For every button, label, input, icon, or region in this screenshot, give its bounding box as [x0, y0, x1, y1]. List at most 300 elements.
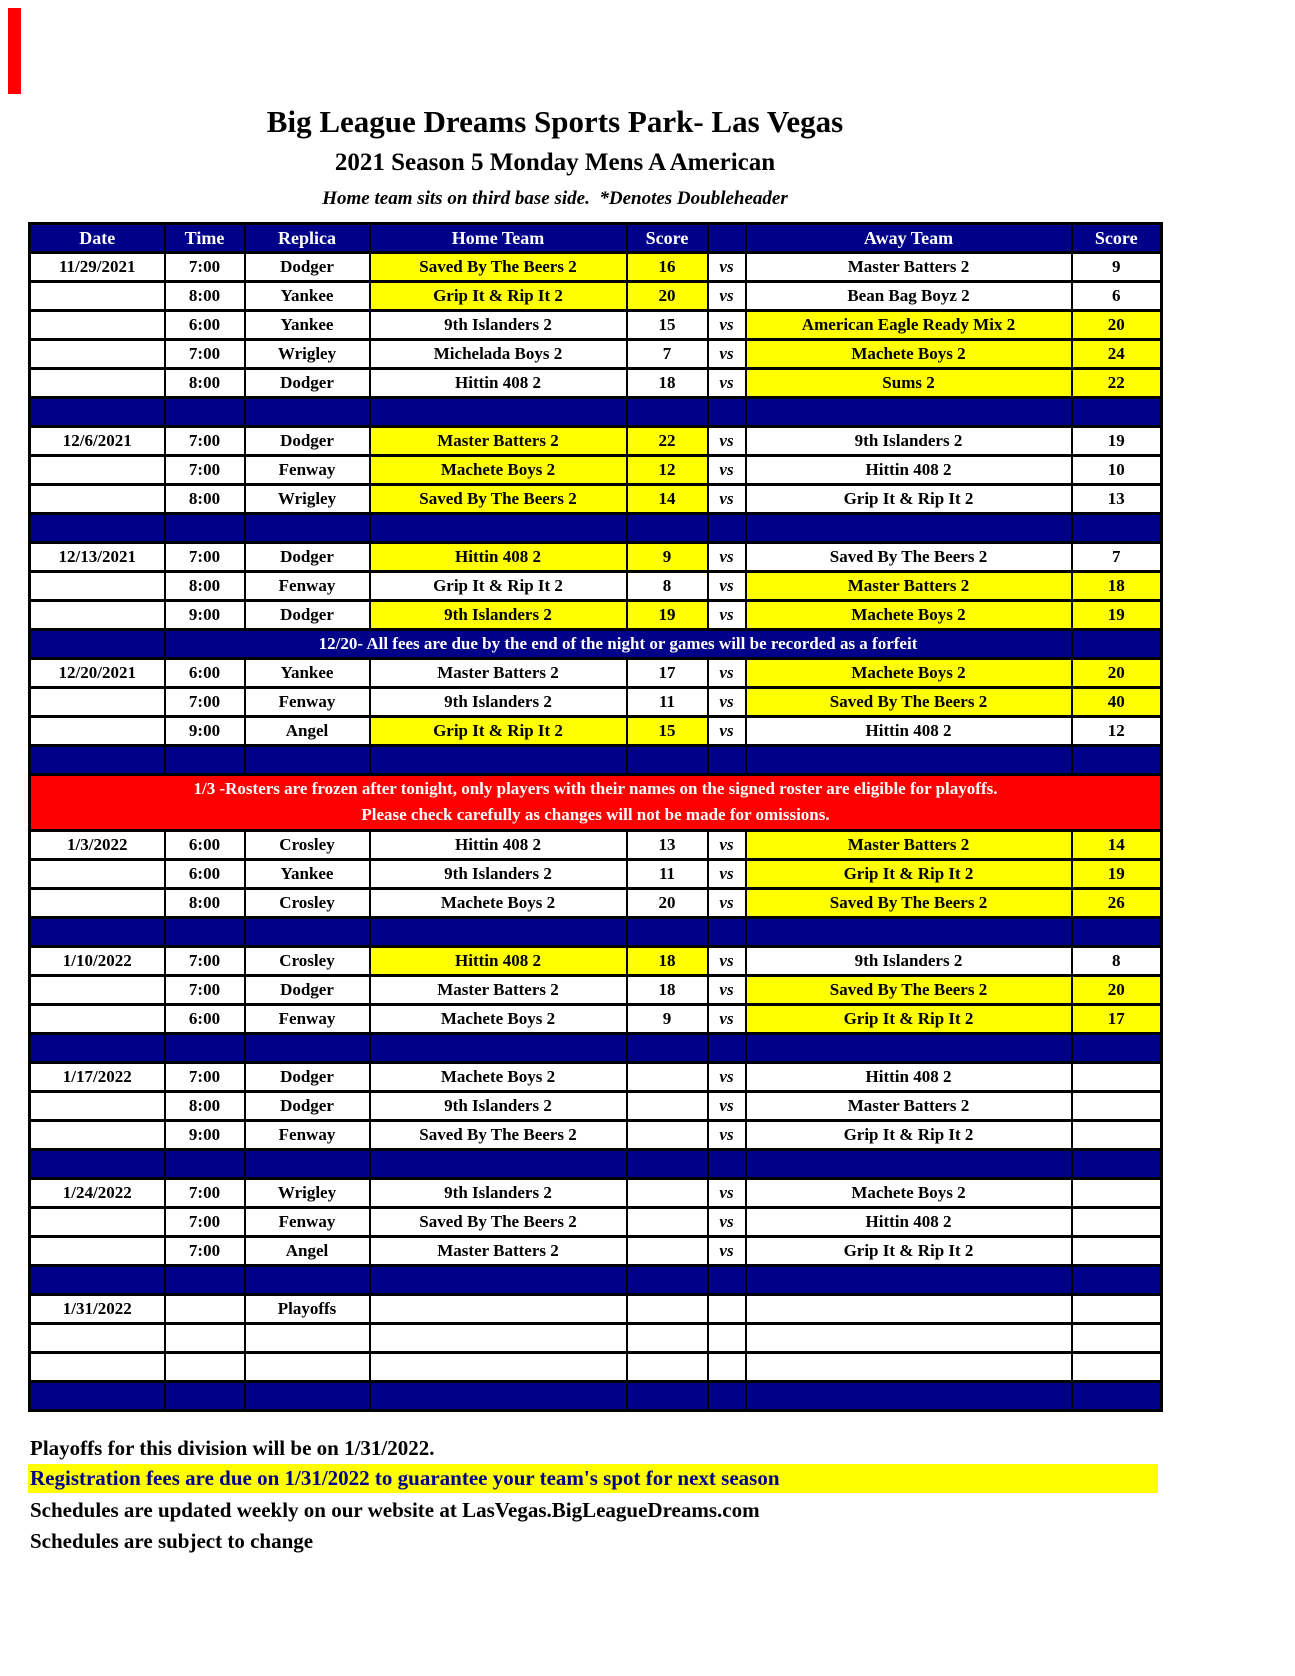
date-cell: 1/31/2022	[30, 1294, 165, 1323]
vs-cell: vs	[708, 340, 746, 369]
separator-cell	[1072, 514, 1162, 543]
time-cell: 6:00	[165, 311, 245, 340]
home-team-cell: Saved By The Beers 2	[370, 1120, 627, 1149]
date-cell	[30, 859, 165, 888]
game-row	[30, 888, 1162, 917]
home-team-cell: Machete Boys 2	[370, 456, 627, 485]
home-team-cell: Saved By The Beers 2	[370, 485, 627, 514]
home-score-cell	[627, 1062, 708, 1091]
separator-row	[30, 1149, 1162, 1178]
home-score-cell: 9	[627, 1004, 708, 1033]
game-row	[30, 1207, 1162, 1236]
separator-cell	[370, 1033, 627, 1062]
home-team-cell: Master Batters 2	[370, 1236, 627, 1265]
away-score-cell: 14	[1072, 830, 1162, 859]
time-cell: 8:00	[165, 1091, 245, 1120]
time-cell: 7:00	[165, 543, 245, 572]
separator-cell	[370, 917, 627, 946]
date-cell	[30, 601, 165, 630]
time-cell: 8:00	[165, 282, 245, 311]
date-cell	[30, 1236, 165, 1265]
home-team-cell	[370, 1352, 627, 1381]
vs-cell: vs	[708, 601, 746, 630]
date-cell	[30, 888, 165, 917]
date-cell	[30, 1004, 165, 1033]
playoffs-info-line: Playoffs for this division will be on 1/31/2022.	[30, 1436, 435, 1460]
home-score-cell: 12	[627, 456, 708, 485]
game-row	[30, 340, 1162, 369]
game-row	[30, 543, 1162, 572]
separator-cell	[708, 746, 746, 775]
home-team-cell: Hittin 408 2	[370, 543, 627, 572]
home-team-cell: Grip It & Rip It 2	[370, 717, 627, 746]
game-row	[30, 975, 1162, 1004]
separator-cell	[165, 1033, 245, 1062]
separator-cell	[708, 1381, 746, 1410]
vs-cell: vs	[708, 859, 746, 888]
separator-cell	[627, 746, 708, 775]
note-score-cell	[1072, 630, 1162, 659]
replica-cell: Fenway	[245, 688, 370, 717]
separator-cell	[245, 1381, 370, 1410]
date-cell	[30, 572, 165, 601]
date-cell	[30, 1207, 165, 1236]
time-cell: 7:00	[165, 975, 245, 1004]
time-cell: 7:00	[165, 946, 245, 975]
home-score-cell: 17	[627, 659, 708, 688]
game-row	[30, 253, 1162, 282]
separator-cell	[708, 1265, 746, 1294]
empty-row	[30, 1352, 1162, 1381]
game-row	[30, 427, 1162, 456]
page-subtitle: 2021 Season 5 Monday Mens A American	[334, 148, 776, 176]
registration-fees-line: Registration fees are due on 1/31/2022 to guarantee your team's spot for next season	[28, 1464, 1158, 1493]
replica-cell: Dodger	[245, 369, 370, 398]
separator-row	[30, 1033, 1162, 1062]
date-cell	[30, 975, 165, 1004]
date-cell	[30, 717, 165, 746]
away-team-cell	[746, 1323, 1072, 1352]
date-cell: 12/6/2021	[30, 427, 165, 456]
away-team-cell: Saved By The Beers 2	[746, 975, 1072, 1004]
separator-cell	[1072, 746, 1162, 775]
home-score-cell	[627, 1236, 708, 1265]
replica-cell: Dodger	[245, 427, 370, 456]
away-score-cell: 12	[1072, 717, 1162, 746]
game-row	[30, 659, 1162, 688]
game-row	[30, 369, 1162, 398]
separator-cell	[370, 1381, 627, 1410]
note-row	[30, 630, 1162, 659]
vs-cell: vs	[708, 688, 746, 717]
game-row	[30, 1004, 1162, 1033]
red-margin-stripe	[8, 8, 21, 94]
home-score-cell: 22	[627, 427, 708, 456]
game-row	[30, 946, 1162, 975]
away-score-cell	[1072, 1091, 1162, 1120]
time-cell: 7:00	[165, 456, 245, 485]
separator-cell	[165, 746, 245, 775]
separator-cell	[627, 1033, 708, 1062]
playoffs-row	[30, 1294, 1162, 1323]
separator-cell	[746, 1265, 1072, 1294]
separator-cell	[30, 1149, 165, 1178]
vs-cell: vs	[708, 485, 746, 514]
home-team-cell: Machete Boys 2	[370, 1004, 627, 1033]
away-score-cell: 19	[1072, 427, 1162, 456]
away-score-cell	[1072, 1062, 1162, 1091]
time-cell: 6:00	[165, 830, 245, 859]
separator-cell	[746, 1381, 1072, 1410]
home-team-cell: 9th Islanders 2	[370, 859, 627, 888]
vs-cell: vs	[708, 659, 746, 688]
separator-cell	[627, 398, 708, 427]
separator-cell	[165, 917, 245, 946]
date-cell	[30, 1352, 165, 1381]
home-team-cell: 9th Islanders 2	[370, 688, 627, 717]
time-cell: 8:00	[165, 485, 245, 514]
away-score-cell	[1072, 1236, 1162, 1265]
away-score-cell	[1072, 1178, 1162, 1207]
vs-cell: vs	[708, 427, 746, 456]
date-cell	[30, 1091, 165, 1120]
away-score-cell: 20	[1072, 311, 1162, 340]
replica-cell: Dodger	[245, 601, 370, 630]
away-team-cell	[746, 1352, 1072, 1381]
away-team-cell: Hittin 408 2	[746, 717, 1072, 746]
home-score-cell: 8	[627, 572, 708, 601]
home-score-cell: 18	[627, 946, 708, 975]
game-row	[30, 1062, 1162, 1091]
col-header-home-team: Home Team	[370, 224, 627, 253]
vs-cell: vs	[708, 369, 746, 398]
separator-cell	[708, 514, 746, 543]
time-cell: 8:00	[165, 369, 245, 398]
separator-cell	[627, 1149, 708, 1178]
away-score-cell: 19	[1072, 859, 1162, 888]
home-score-cell: 16	[627, 253, 708, 282]
separator-cell	[708, 398, 746, 427]
away-team-cell: Master Batters 2	[746, 572, 1072, 601]
date-cell	[30, 311, 165, 340]
home-team-cell: Machete Boys 2	[370, 888, 627, 917]
separator-cell	[746, 398, 1072, 427]
game-row	[30, 601, 1162, 630]
date-cell: 1/3/2022	[30, 830, 165, 859]
note-date-cell	[30, 630, 165, 659]
time-cell: 8:00	[165, 572, 245, 601]
away-team-cell: Saved By The Beers 2	[746, 888, 1072, 917]
vs-cell: vs	[708, 717, 746, 746]
home-score-cell: 14	[627, 485, 708, 514]
home-score-cell	[627, 1207, 708, 1236]
home-score-cell: 13	[627, 830, 708, 859]
schedule-updated-line: Schedules are updated weekly on our website at LasVegas.BigLeagueDreams.com	[30, 1498, 760, 1522]
replica-cell: Wrigley	[245, 485, 370, 514]
game-row	[30, 859, 1162, 888]
home-team-cell: Machete Boys 2	[370, 1062, 627, 1091]
date-cell	[30, 1120, 165, 1149]
date-cell: 12/20/2021	[30, 659, 165, 688]
away-score-cell: 7	[1072, 543, 1162, 572]
schedule-change-line: Schedules are subject to change	[30, 1529, 314, 1553]
home-team-cell	[370, 1323, 627, 1352]
vs-cell	[708, 1294, 746, 1323]
separator-cell	[627, 514, 708, 543]
home-team-cell: 9th Islanders 2	[370, 1178, 627, 1207]
separator-cell	[370, 398, 627, 427]
date-cell	[30, 485, 165, 514]
time-cell: 7:00	[165, 1207, 245, 1236]
away-team-cell: Hittin 408 2	[746, 1207, 1072, 1236]
game-row	[30, 1091, 1162, 1120]
away-score-cell: 8	[1072, 946, 1162, 975]
vs-cell: vs	[708, 830, 746, 859]
home-score-cell: 20	[627, 888, 708, 917]
home-score-cell: 9	[627, 543, 708, 572]
time-cell: 7:00	[165, 340, 245, 369]
vs-cell: vs	[708, 572, 746, 601]
replica-cell: Crosley	[245, 946, 370, 975]
away-score-cell: 10	[1072, 456, 1162, 485]
away-team-cell	[746, 1294, 1072, 1323]
home-score-cell: 11	[627, 688, 708, 717]
separator-cell	[245, 1033, 370, 1062]
separator-cell	[165, 398, 245, 427]
header-block	[0, 104, 1110, 210]
away-team-cell: Bean Bag Boyz 2	[746, 282, 1072, 311]
replica-cell: Yankee	[245, 659, 370, 688]
separator-cell	[370, 514, 627, 543]
replica-cell	[245, 1352, 370, 1381]
separator-cell	[1072, 917, 1162, 946]
home-team-cell: 9th Islanders 2	[370, 1091, 627, 1120]
separator-cell	[627, 1381, 708, 1410]
home-score-cell	[627, 1294, 708, 1323]
home-score-cell	[627, 1323, 708, 1352]
separator-cell	[30, 1265, 165, 1294]
vs-cell: vs	[708, 311, 746, 340]
replica-cell: Yankee	[245, 859, 370, 888]
replica-cell	[245, 1323, 370, 1352]
away-team-cell: Grip It & Rip It 2	[746, 1236, 1072, 1265]
away-score-cell	[1072, 1323, 1162, 1352]
away-score-cell: 20	[1072, 975, 1162, 1004]
away-team-cell: 9th Islanders 2	[746, 427, 1072, 456]
away-team-cell: Hittin 408 2	[746, 456, 1072, 485]
game-row	[30, 1236, 1162, 1265]
replica-cell: Crosley	[245, 830, 370, 859]
separator-cell	[746, 1149, 1072, 1178]
time-cell: 6:00	[165, 1004, 245, 1033]
separator-row	[30, 1265, 1162, 1294]
home-team-cell: Hittin 408 2	[370, 946, 627, 975]
vs-cell: vs	[708, 946, 746, 975]
away-score-cell: 20	[1072, 659, 1162, 688]
replica-cell: Dodger	[245, 1062, 370, 1091]
home-team-cell: Master Batters 2	[370, 427, 627, 456]
replica-cell: Fenway	[245, 1120, 370, 1149]
away-score-cell: 18	[1072, 572, 1162, 601]
separator-cell	[1072, 1033, 1162, 1062]
home-score-cell	[627, 1091, 708, 1120]
game-row	[30, 1178, 1162, 1207]
vs-cell: vs	[708, 1004, 746, 1033]
notice-line: 1/3 -Rosters are frozen after tonight, only players with their names on the signed roster are eligible for playoffs.	[193, 779, 998, 798]
away-team-cell: American Eagle Ready Mix 2	[746, 311, 1072, 340]
time-cell: 8:00	[165, 888, 245, 917]
away-score-cell: 19	[1072, 601, 1162, 630]
column-header-row	[30, 224, 1162, 253]
date-cell	[30, 340, 165, 369]
time-cell: 6:00	[165, 859, 245, 888]
home-team-cell: Hittin 408 2	[370, 369, 627, 398]
separator-cell	[708, 917, 746, 946]
replica-cell: Fenway	[245, 1207, 370, 1236]
away-team-cell: 9th Islanders 2	[746, 946, 1072, 975]
away-team-cell: Master Batters 2	[746, 830, 1072, 859]
home-team-cell: Hittin 408 2	[370, 830, 627, 859]
game-row	[30, 688, 1162, 717]
date-cell: 1/24/2022	[30, 1178, 165, 1207]
separator-cell	[30, 1381, 165, 1410]
away-score-cell	[1072, 1352, 1162, 1381]
date-cell	[30, 282, 165, 311]
away-team-cell: Machete Boys 2	[746, 601, 1072, 630]
away-score-cell: 22	[1072, 369, 1162, 398]
separator-cell	[30, 746, 165, 775]
home-score-cell: 18	[627, 369, 708, 398]
home-score-cell: 18	[627, 975, 708, 1004]
vs-cell: vs	[708, 1120, 746, 1149]
home-score-cell: 7	[627, 340, 708, 369]
home-score-cell: 15	[627, 311, 708, 340]
home-team-cell: Master Batters 2	[370, 659, 627, 688]
separator-cell	[245, 398, 370, 427]
home-score-cell	[627, 1178, 708, 1207]
game-row	[30, 456, 1162, 485]
separator-cell	[708, 1149, 746, 1178]
replica-cell: Yankee	[245, 311, 370, 340]
vs-cell: vs	[708, 1236, 746, 1265]
separator-cell	[1072, 1149, 1162, 1178]
separator-cell	[165, 1381, 245, 1410]
away-score-cell	[1072, 1207, 1162, 1236]
away-team-cell: Hittin 408 2	[746, 1062, 1072, 1091]
away-score-cell: 24	[1072, 340, 1162, 369]
date-cell: 11/29/2021	[30, 253, 165, 282]
date-cell	[30, 688, 165, 717]
away-team-cell: Saved By The Beers 2	[746, 543, 1072, 572]
replica-cell: Fenway	[245, 456, 370, 485]
separator-cell	[245, 746, 370, 775]
separator-cell	[627, 917, 708, 946]
separator-cell	[746, 514, 1072, 543]
home-score-cell: 15	[627, 717, 708, 746]
time-cell	[165, 1352, 245, 1381]
vs-cell: vs	[708, 282, 746, 311]
vs-cell: vs	[708, 253, 746, 282]
away-score-cell: 40	[1072, 688, 1162, 717]
time-cell: 7:00	[165, 1178, 245, 1207]
away-team-cell: Master Batters 2	[746, 253, 1072, 282]
home-score-cell: 19	[627, 601, 708, 630]
date-cell	[30, 456, 165, 485]
away-team-cell: Grip It & Rip It 2	[746, 859, 1072, 888]
time-cell: 6:00	[165, 659, 245, 688]
vs-cell	[708, 1352, 746, 1381]
notice-line: Please check carefully as changes will not be made for omissions.	[361, 805, 830, 825]
col-header-replica: Replica	[245, 224, 370, 253]
game-row	[30, 1120, 1162, 1149]
separator-cell	[245, 1149, 370, 1178]
home-score-cell: 11	[627, 859, 708, 888]
home-team-cell: Master Batters 2	[370, 975, 627, 1004]
schedule-table	[28, 222, 1163, 1412]
separator-row	[30, 917, 1162, 946]
separator-cell	[165, 1265, 245, 1294]
time-cell: 7:00	[165, 688, 245, 717]
time-cell	[165, 1323, 245, 1352]
away-team-cell: Master Batters 2	[746, 1091, 1072, 1120]
time-cell: 9:00	[165, 601, 245, 630]
col-header-vs	[708, 224, 746, 253]
separator-cell	[245, 917, 370, 946]
separator-row	[30, 1381, 1162, 1410]
replica-cell: Dodger	[245, 975, 370, 1004]
separator-cell	[1072, 1265, 1162, 1294]
home-team-cell	[370, 1294, 627, 1323]
away-score-cell: 6	[1072, 282, 1162, 311]
game-row	[30, 717, 1162, 746]
vs-cell: vs	[708, 1062, 746, 1091]
replica-cell: Wrigley	[245, 1178, 370, 1207]
date-cell: 1/10/2022	[30, 946, 165, 975]
time-cell: 7:00	[165, 253, 245, 282]
game-row	[30, 830, 1162, 859]
away-team-cell: Machete Boys 2	[746, 340, 1072, 369]
notice-row	[30, 775, 1162, 831]
col-header-away-score: Score	[1072, 224, 1162, 253]
vs-cell: vs	[708, 1091, 746, 1120]
col-header-date: Date	[30, 224, 165, 253]
home-team-cell: 9th Islanders 2	[370, 311, 627, 340]
away-team-cell: Machete Boys 2	[746, 659, 1072, 688]
home-team-cell: Saved By The Beers 2	[370, 253, 627, 282]
separator-cell	[30, 398, 165, 427]
time-cell: 7:00	[165, 1236, 245, 1265]
replica-cell: Dodger	[245, 543, 370, 572]
home-team-cell: Michelada Boys 2	[370, 340, 627, 369]
vs-cell: vs	[708, 975, 746, 1004]
game-row	[30, 282, 1162, 311]
field-note: Home team sits on third base side. *Denotes Doubleheader	[322, 188, 788, 210]
away-team-cell: Machete Boys 2	[746, 1178, 1072, 1207]
separator-row	[30, 514, 1162, 543]
vs-cell: vs	[708, 543, 746, 572]
vs-cell	[708, 1323, 746, 1352]
home-team-cell: Grip It & Rip It 2	[370, 282, 627, 311]
col-header-time: Time	[165, 224, 245, 253]
col-header-away-team: Away Team	[746, 224, 1072, 253]
date-cell: 1/17/2022	[30, 1062, 165, 1091]
page-title: Big League Dreams Sports Park- Las Vegas	[266, 104, 844, 139]
home-team-cell: Saved By The Beers 2	[370, 1207, 627, 1236]
date-cell: 12/13/2021	[30, 543, 165, 572]
away-score-cell	[1072, 1294, 1162, 1323]
game-row	[30, 485, 1162, 514]
separator-cell	[1072, 398, 1162, 427]
